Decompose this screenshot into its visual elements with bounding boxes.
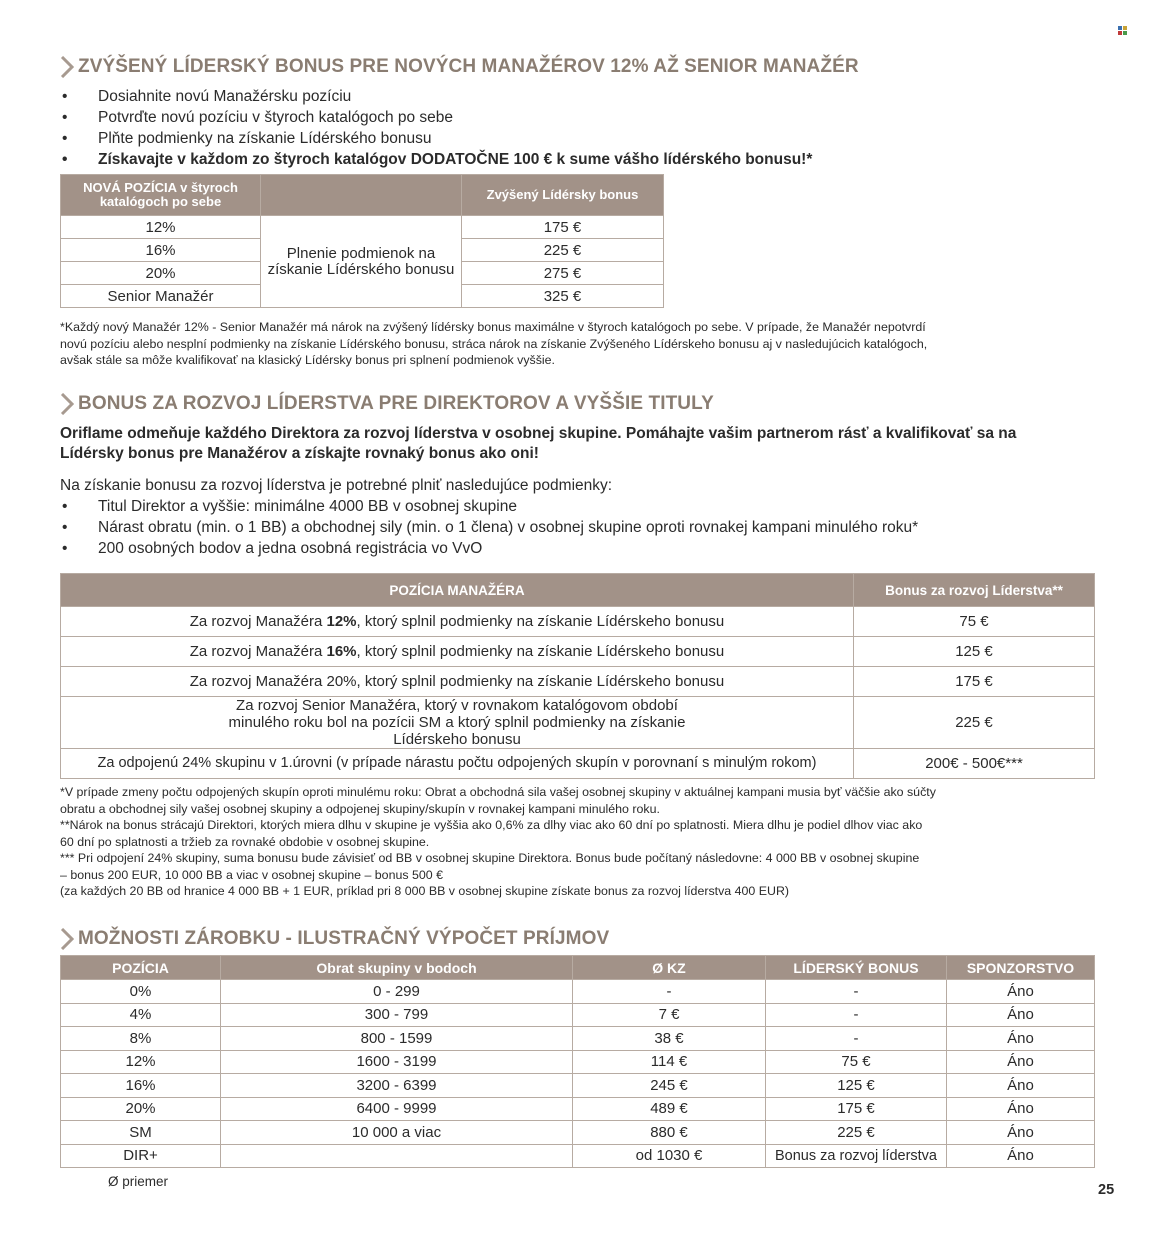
column-header: NOVÁ POZÍCIA v štyroch katalógoch po sebe [61, 175, 261, 216]
table-cell: 245 € [573, 1074, 766, 1098]
table-cell: Senior Manažér [61, 285, 261, 308]
table-cell: 6400 - 9999 [221, 1097, 573, 1121]
table-cell: - [766, 980, 947, 1004]
table-cell: 200€ - 500€*** [854, 749, 1095, 779]
table-cell: Za rozvoj Senior Manažéra, ktorý v rovnakom katalógovom období minulého roku bol na pozícii SM a ktorý splnil podmienky na získanie Lídérskeho bonusu [61, 697, 854, 749]
table-cell: 20% [61, 1097, 221, 1121]
table-cell: - [766, 1003, 947, 1027]
chevron-right-icon [60, 928, 74, 950]
table-cell: Za odpojenú 24% skupinu v 1.úrovni (v prípade nárastu počtu odpojených skupín v porovnaní s minulým rokom) [61, 749, 854, 779]
earnings-table [60, 955, 1095, 1168]
conditions-intro: Na získanie bonusu za rozvoj líderstva je potrebné plniť nasledujúce podmienky: [60, 477, 613, 494]
table-cell: 489 € [573, 1097, 766, 1121]
table-cell: 12% [61, 1050, 221, 1074]
table-row [61, 216, 664, 239]
table-cell: Áno [947, 1050, 1095, 1074]
table-cell: 0 - 299 [221, 980, 573, 1004]
table-cell: 16% [61, 239, 261, 262]
increased-bonus-table [60, 174, 664, 308]
section-heading-1 [60, 56, 859, 78]
footnote-line: **Nárok na bonus strácajú Direktori, ktorých miera dlhu v skupine je vyššia ako 0,6% za dlhy viac ako 60 dní po splatnosti. Miera dlhu je podiel dlhov viac ako [60, 818, 923, 832]
table-cell: Áno [947, 1144, 1095, 1168]
list-item: • Nárast obratu (min. o 1 BB) a obchodnej sily (min. o 1 člena) v osobnej skupine oproti rovnakej kampani minulého roku* [60, 517, 918, 538]
table-cell: 38 € [573, 1027, 766, 1051]
intro-line: Lídérsky bonus pre Manažérov a získajte rovnaký bonus ako oni! [60, 445, 539, 462]
chevron-right-icon [60, 56, 74, 78]
table-cell: Áno [947, 980, 1095, 1004]
intro-line: Oriflame odmeňuje každého Direktora za rozvoj líderstva v osobnej skupine. Pomáhajte vašim partnerom rásť a kvalifikovať sa na [60, 425, 1017, 442]
table-cell: Áno [947, 1074, 1095, 1098]
table-cell: 225 € [766, 1121, 947, 1145]
section-heading-2 [60, 393, 714, 415]
table-cell: 300 - 799 [221, 1003, 573, 1027]
list-item: • 200 osobných bodov a jedna osobná registrácia vo VvO [60, 538, 918, 559]
footnote-line: *V prípade zmeny počtu odpojených skupín oproti minulému roku: Obrat a obchodná sila vašej osobnej skupiny v aktuálnej kampani musia byť väčšie ako súčty [60, 785, 936, 799]
table-cell: Za rozvoj Manažéra 16%, ktorý splnil podmienky na získanie Lídérskeho bonusu [61, 637, 854, 667]
column-header: LÍDERSKÝ BONUS [766, 956, 947, 980]
footnote-2 [60, 784, 936, 900]
table-cell: 20% [61, 262, 261, 285]
table-cell: 8% [61, 1027, 221, 1051]
section-title: BONUS ZA ROZVOJ LÍDERSTVA PRE DIREKTOROV A VYŠŠIE TITULY [78, 393, 714, 414]
table-cell: 800 - 1599 [221, 1027, 573, 1051]
table-cell: Áno [947, 1003, 1095, 1027]
table-row [61, 1027, 1095, 1051]
table-cell: 125 € [766, 1074, 947, 1098]
table-cell: Áno [947, 1121, 1095, 1145]
footnote-line: *Každý nový Manažér 12% - Senior Manažér má nárok na zvýšený lídérsky bonus maximálne v štyroch katalógoch po sebe. V prípade, že Manažér nepotvrdí [60, 320, 926, 334]
table-cell: 275 € [462, 262, 664, 285]
table-cell: 12% [61, 216, 261, 239]
list-item: • Dosiahnite novú Manažérsku pozíciu [60, 86, 812, 107]
bullet-list-2 [60, 496, 918, 559]
table-cell: 75 € [854, 607, 1095, 637]
table-row [61, 1003, 1095, 1027]
table-cell: 7 € [573, 1003, 766, 1027]
table-cell: 0% [61, 980, 221, 1004]
page-number: 25 [1098, 1182, 1115, 1198]
table-row [61, 697, 1095, 749]
table-cell: 175 € [766, 1097, 947, 1121]
column-header: Obrat skupiny v bodoch [221, 956, 573, 980]
section-title: MOŽNOSTI ZÁROBKU - ILUSTRAČNÝ VÝPOČET PRÍJMOV [78, 928, 610, 949]
conditions-cell: Plnenie podmienok na získanie Lídérského bonusu [261, 216, 462, 308]
list-item: • Potvrďte novú pozíciu v štyroch katalógoch po sebe [60, 107, 812, 128]
table-cell: 175 € [854, 667, 1095, 697]
table-row [61, 637, 1095, 667]
footnote-1 [60, 319, 927, 369]
column-header: Bonus za rozvoj Líderstva** [854, 574, 1095, 607]
column-header: SPONZORSTVO [947, 956, 1095, 980]
footnote-line: novú pozíciu alebo nesplní podmienky na získanie Lídérského bonusu, stráca nárok na získanie Zvýšeného Lídérskeho bonusu aj v nasledujúcich katalógoch, [60, 336, 928, 351]
table-cell: 16% [61, 1074, 221, 1098]
table-cell: 125 € [854, 637, 1095, 667]
table-row [61, 1050, 1095, 1074]
chevron-right-icon [60, 393, 74, 415]
table-cell: 225 € [462, 239, 664, 262]
footnote-line: *** Pri odpojení 24% skupiny, suma bonusu bude závisieť od BB v osobnej skupine Direktora. Bonus bude počítaný následovne: 4 000 BB v osobnej skupine [60, 851, 920, 865]
table-cell: 1600 - 3199 [221, 1050, 573, 1074]
table-row [61, 1144, 1095, 1168]
footnote-line: – bonus 200 EUR, 10 000 BB a viac v osobnej skupine – bonus 500 € [60, 867, 443, 882]
table-cell: 325 € [462, 285, 664, 308]
table-cell: Áno [947, 1097, 1095, 1121]
section-heading-3 [60, 928, 609, 950]
table-row [61, 1097, 1095, 1121]
footnote-line: (za každých 20 BB od hranice 4 000 BB + 1 EUR, príklad pri 8 000 BB v osobnej skupine získate bonus za rozvoj líderstva 400 EUR) [60, 884, 790, 898]
legend-footnote: Ø priemer [108, 1174, 169, 1189]
column-header: POZÍCIA MANAŽÉRA [61, 574, 854, 607]
table-cell: 10 000 a viac [221, 1121, 573, 1145]
column-header: POZÍCIA [61, 956, 221, 980]
table-cell: 3200 - 6399 [221, 1074, 573, 1098]
footnote-line: avšak stále sa môže kvalifikovať na klasický Lídérsky bonus pri splnení podmienok vyššie. [60, 353, 555, 367]
list-item: • Získavajte v každom zo štyroch katalógov DODATOČNE 100 € k sume vášho lídérského bonusu!* [60, 149, 812, 170]
table-cell: DIR+ [61, 1144, 221, 1168]
table-cell: 880 € [573, 1121, 766, 1145]
list-item: • Plňte podmienky na získanie Lídérského bonusu [60, 128, 812, 149]
table-cell: 175 € [462, 216, 664, 239]
table-cell: 75 € [766, 1050, 947, 1074]
table-cell: Bonus za rozvoj líderstva [766, 1144, 947, 1168]
table-cell: od 1030 € [573, 1144, 766, 1168]
footnote-line: obratu a obchodnej sily vašej osobnej skupiny a odpojenej skupiny/skupín v rovnakej kampani minulého roku. [60, 801, 660, 816]
table-cell: Áno [947, 1027, 1095, 1051]
footnote-line: 60 dní po splatnosti a tržieb za rovnaké obdobie v osobnej skupine. [60, 834, 430, 849]
column-header: Zvýšený Lídérsky bonus [462, 175, 664, 216]
table-cell: - [573, 980, 766, 1004]
bullet-list-1 [60, 86, 812, 170]
table-cell: SM [61, 1121, 221, 1145]
table-row [61, 607, 1095, 637]
section-title: ZVÝŠENÝ LÍDERSKÝ BONUS PRE NOVÝCH MANAŽÉROV 12% AŽ SENIOR MANAŽÉR [78, 56, 859, 77]
corner-logo-icon [1118, 26, 1128, 36]
table-row [61, 1121, 1095, 1145]
list-item: • Titul Direktor a vyššie: minimálne 4000 BB v osobnej skupine [60, 496, 918, 517]
table-cell: Za rozvoj Manažéra 20%, ktorý splnil podmienky na získanie Lídérskeho bonusu [61, 667, 854, 697]
table-cell: 4% [61, 1003, 221, 1027]
table-cell: 114 € [573, 1050, 766, 1074]
table-row [61, 980, 1095, 1004]
table-cell: 225 € [854, 697, 1095, 749]
table-row [61, 749, 1095, 779]
column-header [261, 175, 462, 216]
table-row [61, 667, 1095, 697]
table-row [61, 1074, 1095, 1098]
table-cell [221, 1144, 573, 1168]
table-cell: Za rozvoj Manažéra 12%, ktorý splnil podmienky na získanie Lídérskeho bonusu [61, 607, 854, 637]
column-header: Ø KZ [573, 956, 766, 980]
leadership-bonus-table [60, 573, 1095, 779]
table-cell: - [766, 1027, 947, 1051]
